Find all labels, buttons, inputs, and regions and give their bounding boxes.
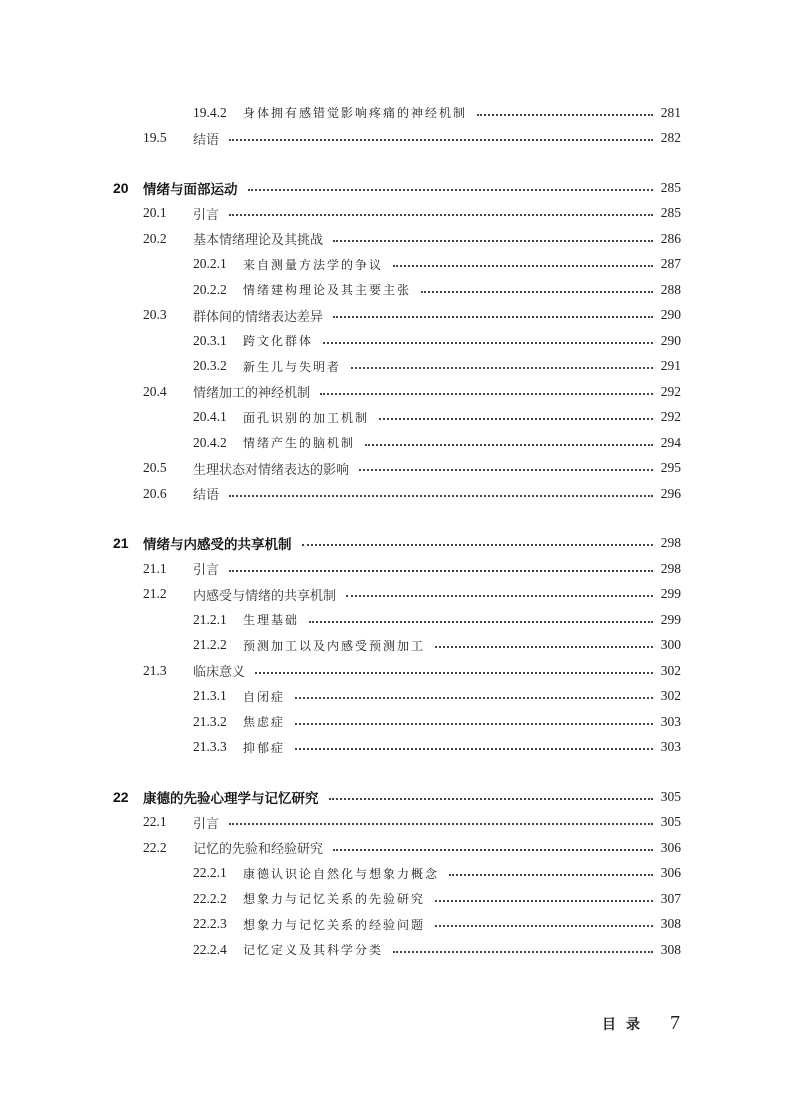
toc-subsection-entry[interactable] — [113, 430, 681, 456]
entry-title: 情绪与面部运动 — [143, 181, 238, 197]
leader-dots — [229, 570, 653, 572]
leader-dots — [449, 874, 653, 876]
entry-number: 19.5 — [143, 130, 167, 146]
toc-chapter-entry[interactable] — [113, 531, 681, 557]
entry-number: 20.4.1 — [193, 409, 227, 425]
entry-page: 307 — [660, 890, 681, 906]
leader-dots — [421, 291, 653, 293]
entry-number: 21.2.1 — [193, 611, 227, 627]
entry-title: 引言 — [193, 207, 220, 223]
toc-section-entry[interactable] — [113, 835, 681, 861]
entry-title: 生理状态对情绪表达的影响 — [193, 462, 350, 478]
toc-section-entry[interactable] — [113, 456, 681, 482]
toc-subsection-entry[interactable] — [113, 328, 681, 354]
page-footer — [602, 1012, 680, 1035]
leader-dots — [323, 342, 653, 344]
entry-page: 306 — [660, 839, 681, 855]
leader-dots — [295, 723, 653, 725]
toc-section-entry[interactable] — [113, 556, 681, 582]
entry-number: 20.2.2 — [193, 281, 227, 297]
entry-page: 308 — [660, 941, 681, 957]
entry-title: 康德的先验心理学与记忆研究 — [143, 790, 319, 806]
entry-page: 285 — [660, 179, 681, 195]
entry-title: 面孔识别的加工机制 — [243, 410, 370, 425]
entry-title: 情绪产生的脑机制 — [243, 436, 356, 451]
entry-title: 情绪建构理论及其主要主张 — [243, 283, 412, 298]
entry-page: 298 — [660, 560, 681, 576]
toc-subsection-entry[interactable] — [113, 252, 681, 278]
entry-title: 康德认识论自然化与想象力概念 — [243, 866, 440, 881]
toc-subsection-entry[interactable] — [113, 100, 681, 126]
leader-dots — [393, 265, 653, 267]
entry-number: 21.2.2 — [193, 637, 227, 653]
leader-dots — [393, 951, 653, 953]
entry-page: 295 — [660, 460, 681, 476]
entry-number: 20.5 — [143, 460, 167, 476]
toc-section-entry[interactable] — [113, 481, 681, 507]
leader-dots — [333, 240, 653, 242]
toc-subsection-entry[interactable] — [113, 861, 681, 887]
entry-number: 21.1 — [143, 560, 167, 576]
entry-page: 302 — [660, 688, 681, 704]
leader-dots — [309, 621, 653, 623]
toc-section-entry[interactable] — [113, 582, 681, 608]
toc-section-entry[interactable] — [113, 810, 681, 836]
leader-dots — [295, 748, 653, 750]
entry-page: 300 — [660, 637, 681, 653]
toc-chapter-entry[interactable] — [113, 784, 681, 810]
entry-number: 22.2.4 — [193, 941, 227, 957]
entry-page: 287 — [660, 256, 681, 272]
entry-number: 21.2 — [143, 586, 167, 602]
entry-title: 新生儿与失明者 — [243, 359, 342, 374]
leader-dots — [346, 595, 653, 597]
entry-number: 20.3 — [143, 307, 167, 323]
leader-dots — [333, 316, 653, 318]
entry-title: 临床意义 — [193, 665, 246, 681]
entry-title: 预测加工以及内感受预测加工 — [243, 638, 426, 653]
leader-dots — [229, 823, 653, 825]
toc-section-entry[interactable] — [113, 658, 681, 684]
entry-page: 308 — [660, 916, 681, 932]
entry-page: 292 — [660, 409, 681, 425]
entry-number: 20.3.1 — [193, 332, 227, 348]
entry-page: 285 — [660, 205, 681, 221]
entry-title: 基本情绪理论及其挑战 — [193, 233, 324, 249]
entry-title: 情绪加工的神经机制 — [193, 386, 311, 402]
leader-dots — [320, 393, 653, 395]
toc-section-entry[interactable] — [113, 303, 681, 329]
toc-subsection-entry[interactable] — [113, 937, 681, 963]
entry-number: 21.3 — [143, 662, 167, 678]
entry-number: 21.3.2 — [193, 713, 227, 729]
entry-title: 焦虑症 — [243, 715, 286, 730]
toc-section-entry[interactable] — [113, 126, 681, 152]
leader-dots — [435, 646, 653, 648]
leader-dots — [365, 444, 653, 446]
entry-page: 292 — [660, 383, 681, 399]
entry-title: 情绪与内感受的共享机制 — [143, 537, 292, 553]
entry-page: 299 — [660, 586, 681, 602]
entry-page: 306 — [660, 865, 681, 881]
table-of-contents — [113, 100, 681, 963]
entry-title: 身体拥有感错觉影响疼痛的神经机制 — [243, 106, 468, 121]
leader-dots — [248, 189, 653, 191]
footer-section-label: 目录 — [602, 1017, 650, 1033]
entry-number: 22.2.3 — [193, 916, 227, 932]
entry-title: 引言 — [193, 816, 220, 832]
toc-group — [113, 175, 681, 507]
leader-dots — [435, 925, 653, 927]
entry-title: 引言 — [193, 563, 220, 579]
entry-title: 自闭症 — [243, 689, 286, 704]
toc-subsection-entry[interactable] — [113, 405, 681, 431]
entry-number: 21.3.1 — [193, 688, 227, 704]
entry-number: 21 — [113, 535, 129, 552]
toc-section-entry[interactable] — [113, 201, 681, 227]
entry-page: 291 — [660, 358, 681, 374]
entry-number: 19.4.2 — [193, 104, 227, 120]
entry-number: 22.2.2 — [193, 890, 227, 906]
entry-page: 299 — [660, 611, 681, 627]
toc-subsection-entry[interactable] — [113, 633, 681, 659]
entry-title: 结语 — [193, 488, 220, 504]
entry-title: 想象力与记忆关系的经验问题 — [243, 917, 426, 932]
entry-page: 296 — [660, 485, 681, 501]
entry-title: 抑郁症 — [243, 740, 286, 755]
entry-page: 286 — [660, 230, 681, 246]
entry-number: 20.2.1 — [193, 256, 227, 272]
entry-title: 想象力与记忆关系的先验研究 — [243, 892, 426, 907]
toc-group — [113, 784, 681, 963]
entry-number: 21.3.3 — [193, 739, 227, 755]
toc-chapter-entry[interactable] — [113, 175, 681, 201]
toc-group — [113, 100, 681, 151]
toc-subsection-entry[interactable] — [113, 709, 681, 735]
entry-number: 22 — [113, 788, 129, 805]
leader-dots — [302, 544, 653, 546]
entry-number: 20.6 — [143, 485, 167, 501]
entry-title: 记忆定义及其科学分类 — [243, 943, 384, 958]
leader-dots — [229, 139, 653, 141]
entry-page: 298 — [660, 535, 681, 551]
entry-number: 20 — [113, 179, 129, 196]
toc-section-entry[interactable] — [113, 379, 681, 405]
leader-dots — [333, 849, 653, 851]
leader-dots — [477, 114, 653, 116]
entry-page: 288 — [660, 281, 681, 297]
entry-title: 来自测量方法学的争议 — [243, 257, 384, 272]
toc-section-entry[interactable] — [113, 226, 681, 252]
toc-subsection-entry[interactable] — [113, 912, 681, 938]
toc-subsection-entry[interactable] — [113, 684, 681, 710]
entry-number: 22.2 — [143, 839, 167, 855]
entry-page: 305 — [660, 788, 681, 804]
leader-dots — [229, 214, 653, 216]
leader-dots — [359, 469, 653, 471]
leader-dots — [329, 798, 653, 800]
leader-dots — [435, 900, 653, 902]
toc-subsection-entry[interactable] — [113, 735, 681, 761]
entry-page: 294 — [660, 434, 681, 450]
leader-dots — [255, 672, 653, 674]
entry-title: 记忆的先验和经验研究 — [193, 842, 324, 858]
entry-page: 290 — [660, 332, 681, 348]
entry-page: 303 — [660, 739, 681, 755]
entry-number: 22.1 — [143, 814, 167, 830]
toc-subsection-entry[interactable] — [113, 607, 681, 633]
entry-page: 303 — [660, 713, 681, 729]
entry-number: 22.2.1 — [193, 865, 227, 881]
entry-number: 20.4.2 — [193, 434, 227, 450]
toc-subsection-entry[interactable] — [113, 277, 681, 303]
leader-dots — [229, 495, 653, 497]
entry-title: 生理基础 — [243, 613, 300, 628]
toc-subsection-entry[interactable] — [113, 886, 681, 912]
entry-page: 305 — [660, 814, 681, 830]
entry-number: 20.4 — [143, 383, 167, 399]
entry-page: 281 — [660, 104, 681, 120]
toc-group — [113, 531, 681, 761]
leader-dots — [295, 697, 653, 699]
entry-page: 282 — [660, 130, 681, 146]
entry-title: 跨文化群体 — [243, 334, 314, 349]
entry-page: 302 — [660, 662, 681, 678]
page-number: 7 — [670, 1012, 680, 1034]
entry-number: 20.3.2 — [193, 358, 227, 374]
leader-dots — [351, 367, 653, 369]
entry-title: 结语 — [193, 132, 220, 148]
toc-subsection-entry[interactable] — [113, 354, 681, 380]
entry-number: 20.1 — [143, 205, 167, 221]
entry-page: 290 — [660, 307, 681, 323]
entry-title: 群体间的情绪表达差异 — [193, 309, 324, 325]
entry-title: 内感受与情绪的共享机制 — [193, 588, 337, 604]
entry-number: 20.2 — [143, 230, 167, 246]
leader-dots — [379, 418, 653, 420]
